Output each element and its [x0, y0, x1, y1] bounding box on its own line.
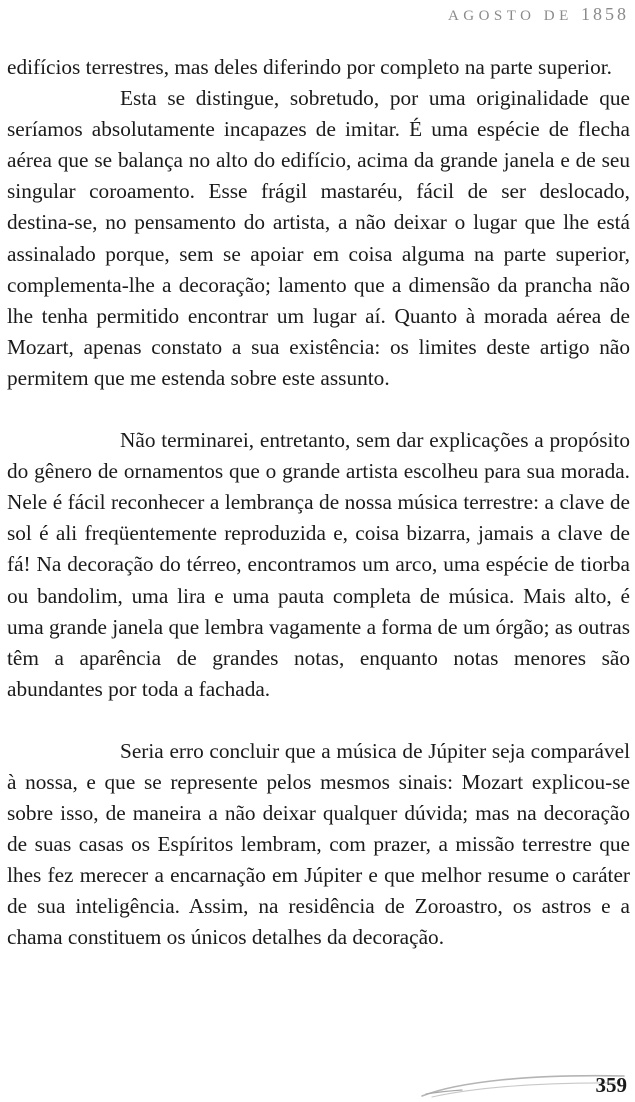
paragraph-continuation: edifícios terrestres, mas deles diferindo por completo na parte superior. [7, 55, 612, 79]
page-number: 359 [595, 1073, 627, 1097]
paragraph: Esta se distingue, sobretudo, por uma originalidade que seríamos absolutamente incapazes de imitar. É uma espécie de flecha aérea que se balança no alto do edifício, acima da grande janela e de seu singular coroamento. Esse frágil mastaréu, fácil de ser deslocado, destina-se, no pensamento do artista, a não deixar o lugar que lhe está assinalado porque, sem se apoiar em coisa alguma na parte superior, complementa-lhe a decoração; lamento que a dimensão da prancha não lhe tenha permitido encontrar um lugar aí. Quanto à morada aérea de Mozart, apenas constato a sua existência: os limites deste artigo não permitem que me estenda sobre este assunto. [7, 86, 630, 390]
header-month: AGOSTO DE [447, 8, 573, 24]
body-text [7, 52, 630, 954]
paragraph: Não terminarei, entretanto, sem dar explicações a propósito do gênero de ornamentos que o grande artista escolheu para sua morada. Nele é fácil reconhecer a lembrança de nossa música terrestre: a clave de sol é ali freqüentemente reproduzida e, coisa bizarra, jamais a clave de fá! Na decoração do térreo, encontramos um arco, uma espécie de tiorba ou bandolim, uma lira e uma pauta completa de música. Mais alto, é uma grande janela que lembra vagamente a forma de um órgão; as outras têm a aparência de grandes notas, enquanto notas menores são abundantes por toda a fachada. [7, 428, 630, 701]
running-header [448, 4, 629, 25]
header-year: 1858 [581, 4, 629, 24]
paragraph: Seria erro concluir que a música de Júpiter seja comparável à nossa, e que se represente pelos mesmos sinais: Mozart explicou-se sobre isso, de maneira a não deixar qualquer dúvida; mas na decoração de suas casas os Espíritos lembram, com prazer, a missão terrestre que lhes fez merecer a encarnação em Júpiter e que melhor resume o caráter de sua inteligência. Assim, na residência de Zoroastro, os astros e a chama constituem os únicos detalhes da decoração. [7, 738, 630, 950]
